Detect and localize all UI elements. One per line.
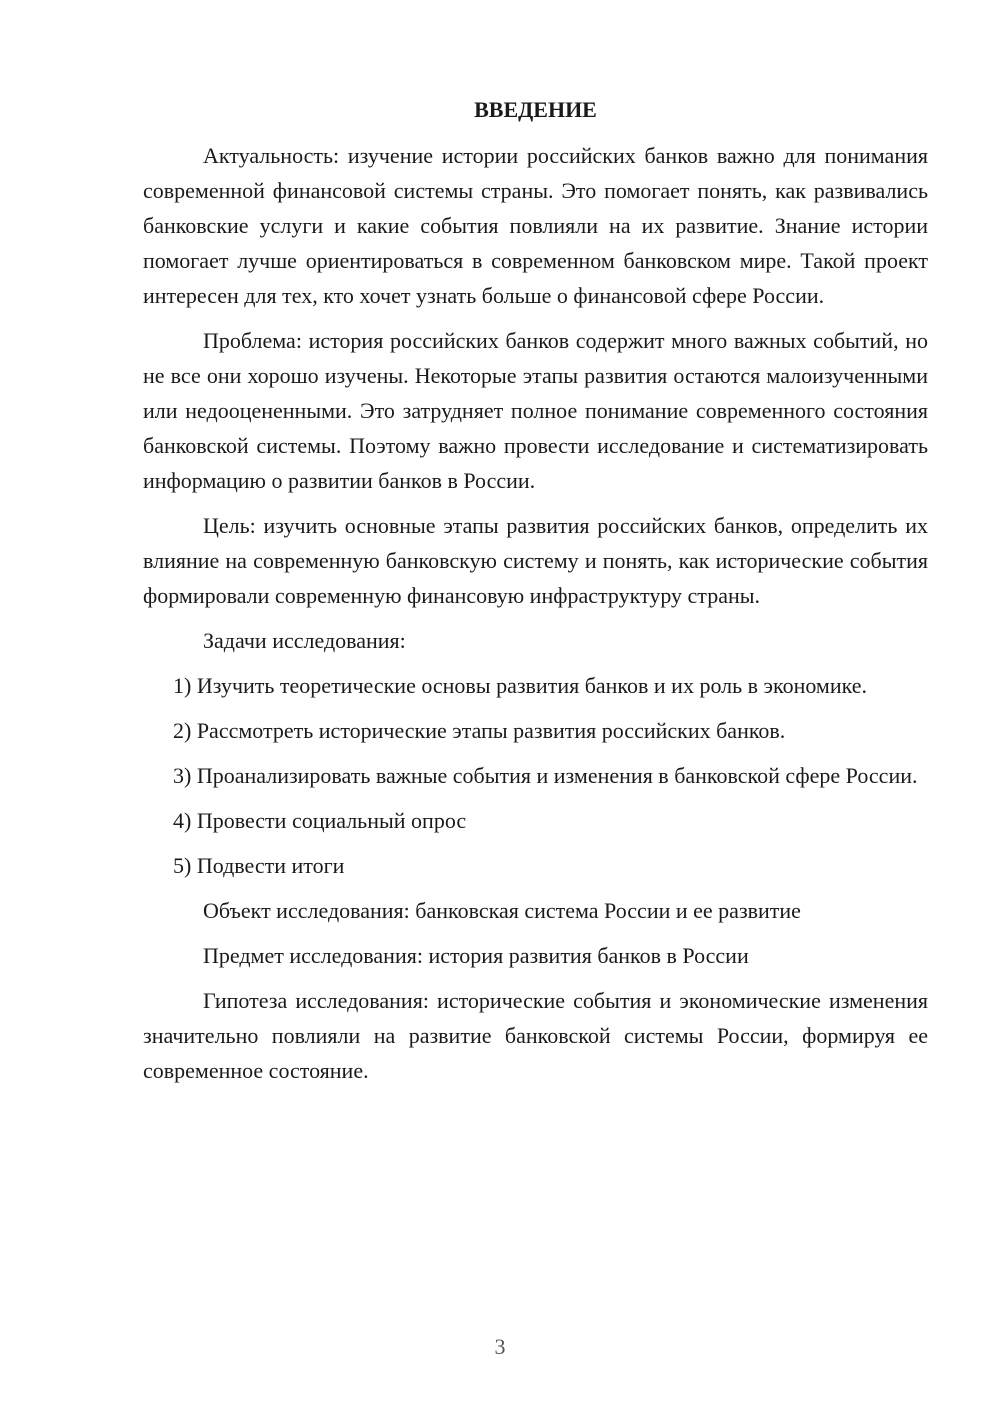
- page-number: 3: [494, 1334, 506, 1359]
- task-item-5: 5) Подвести итоги: [173, 853, 345, 878]
- document-page: [143, 88, 928, 1098]
- document-title: ВВЕДЕНИЕ: [474, 97, 597, 122]
- paragraph-tasks-heading: Задачи исследования:: [203, 628, 406, 653]
- paragraph-subject: Предмет исследования: история развития банков в России: [203, 943, 749, 968]
- task-item-2: 2) Рассмотреть исторические этапы развития российских банков.: [173, 718, 786, 743]
- paragraph-hypothesis: Гипотеза исследования: исторические события и экономические изменения значительно повлияли на развитие банковской системы России, формируя ее современное состояние.: [143, 988, 928, 1083]
- paragraph-object: Объект исследования: банковская система России и ее развитие: [203, 898, 801, 923]
- paragraph-problem: Проблема: история российских банков содержит много важных событий, но не все они хорошо изучены. Некоторые этапы развития остаются малоизученными или недооцененными. Это затрудняет полное понимание современного состояния банковской системы. Поэтому важно провести исследование и систематизировать информацию о развитии банков в России.: [143, 328, 928, 493]
- task-item-4: 4) Провести социальный опрос: [173, 808, 467, 833]
- paragraph-goal: Цель: изучить основные этапы развития российских банков, определить их влияние на современную банковскую систему и понять, как исторические события формировали современную финансовую инфраструктуру страны.: [143, 513, 928, 608]
- task-item-3: 3) Проанализировать важные события и изменения в банковской сфере России.: [173, 763, 918, 788]
- task-item-1: 1) Изучить теоретические основы развития банков и их роль в экономике.: [173, 673, 868, 698]
- paragraph-relevance: Актуальность: изучение истории российских банков важно для понимания современной финансовой системы страны. Это помогает понять, как развивались банковские услуги и какие события повлияли на их развитие. Знание истории помогает лучше ориентироваться в современном банковском мире. Такой проект интересен для тех, кто хочет узнать больше о финансовой сфере России.: [143, 143, 928, 308]
